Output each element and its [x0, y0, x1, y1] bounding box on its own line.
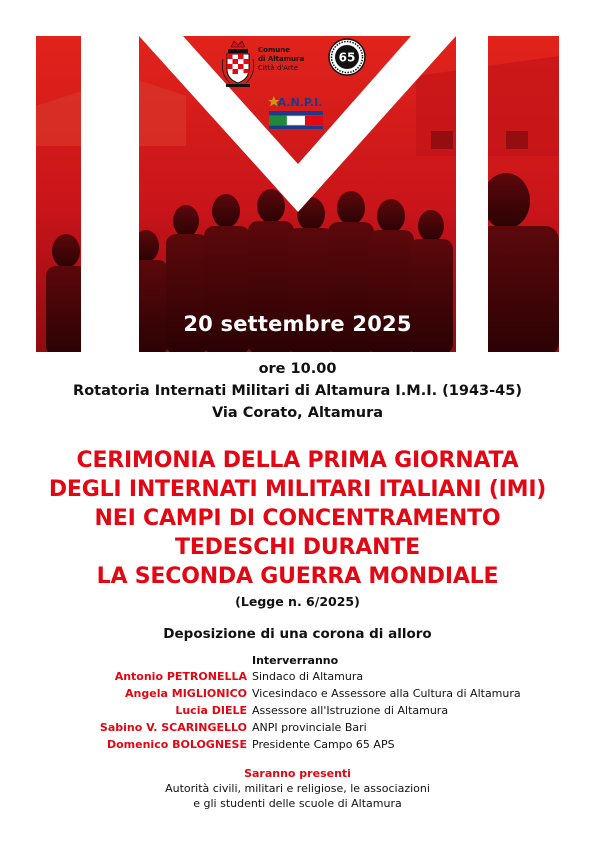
speakers-title: Interverranno	[252, 654, 339, 667]
headline-line5: LA SECONDA GUERRA MONDIALE	[96, 564, 499, 589]
speaker-name: Antonio PETRONELLA	[114, 670, 247, 683]
presenti-title: Saranno presenti	[244, 767, 351, 780]
presenti-line1: Autorità civili, militari e religiose, le associazioni	[165, 782, 430, 795]
event-place-line2: Via Corato, Altamura	[211, 405, 384, 421]
comune-line1: Comune	[258, 46, 290, 54]
headline-line4: TEDESCHI DURANTE	[175, 535, 420, 560]
event-time: ore 10.00	[258, 361, 337, 377]
speaker-name: Sabino V. SCARINGELLO	[99, 721, 247, 734]
speaker-row	[0, 738, 595, 755]
anpi-text: A.N.P.I.	[277, 96, 323, 109]
speaker-role: Presidente Campo 65 APS	[252, 738, 395, 751]
headline-line2: DEGLI INTERNATI MILITARI ITALIANI (IMI)	[48, 477, 547, 502]
law-reference: (Legge n. 6/2025)	[235, 594, 360, 609]
headline-line1: CERIMONIA DELLA PRIMA GIORNATA	[76, 448, 519, 473]
speaker-role: Vicesindaco e Assessore alla Cultura di Altamura	[252, 687, 521, 700]
speaker-name: Domenico BOLOGNESE	[106, 738, 247, 751]
speaker-row	[0, 670, 595, 687]
speaker-row	[0, 721, 595, 738]
comune-label	[258, 46, 304, 73]
deposition-text: Deposizione di una corona di alloro	[163, 626, 432, 642]
event-place-line1: Rotatoria Internati Militari di Altamura I.M.I. (1943-45)	[73, 383, 522, 399]
ceremony-headline	[0, 446, 595, 591]
campo-number: 65	[338, 50, 356, 65]
anpi-logo-icon	[267, 92, 325, 132]
campo-65-logo-icon	[327, 37, 367, 77]
event-date: 20 settembre 2025	[183, 312, 412, 336]
presenti-line2: e gli studenti delle scuole di Altamura	[193, 797, 402, 810]
comune-line2: di Altamura	[258, 55, 305, 63]
speaker-role: Sindaco di Altamura	[252, 670, 364, 683]
speaker-role: ANPI provinciale Bari	[252, 721, 367, 734]
comune-crest-icon	[220, 39, 256, 89]
logos-area	[210, 36, 370, 136]
speaker-row	[0, 687, 595, 704]
speaker-row	[0, 704, 595, 721]
speaker-name: Angela MIGLIONICO	[125, 687, 247, 700]
speaker-name: Lucia DIELE	[175, 704, 247, 717]
speaker-role: Assessore all'Istruzione di Altamura	[252, 704, 449, 717]
headline-line3: NEI CAMPI DI CONCENTRAMENTO	[94, 506, 501, 531]
comune-line3: Città d'Arte	[258, 64, 298, 72]
